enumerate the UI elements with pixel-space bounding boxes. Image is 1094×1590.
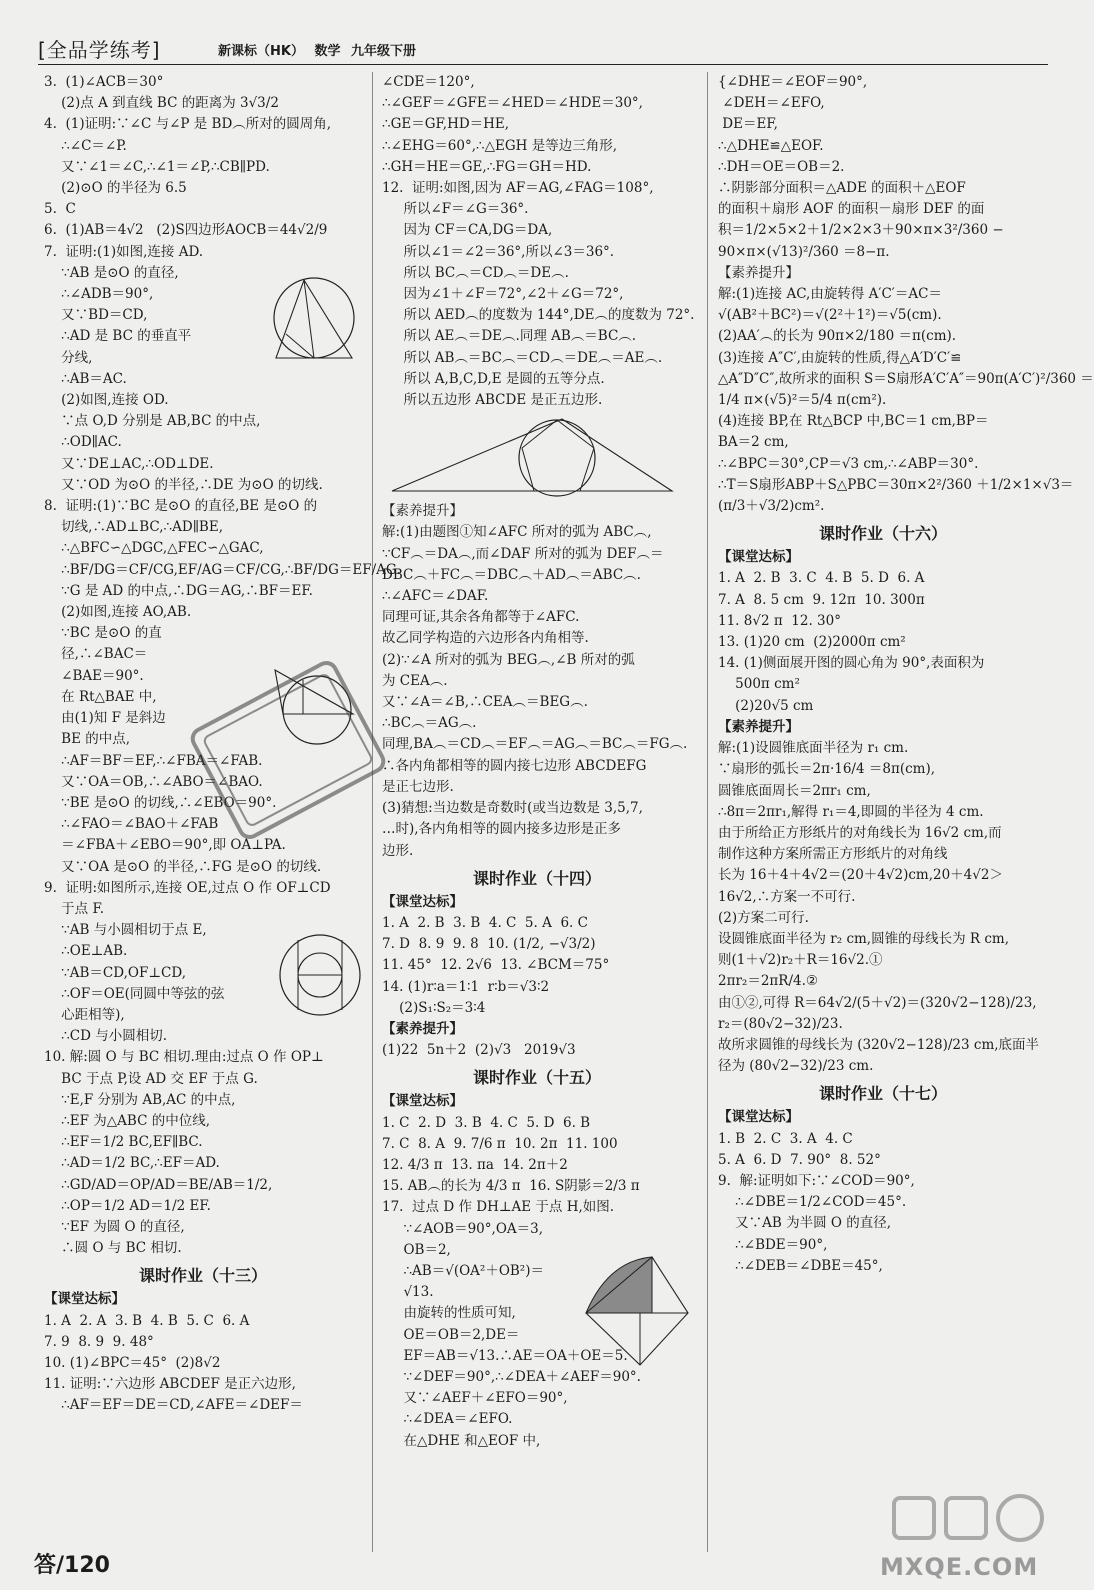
- answer-line: ∴OE⊥AB.: [44, 943, 128, 960]
- answer-line: BA＝2 cm,: [718, 434, 789, 451]
- book-brand: [全品学练考]: [38, 38, 161, 62]
- answer-line: (2)点 A 到直线 BC 的距离为 3√3/2: [44, 95, 279, 112]
- answer-line: (2)⊙O 的半径为 6.5: [44, 180, 187, 197]
- answer-line: 12. 证明:如图,因为 AF＝AG,∠FAG＝108°,: [382, 180, 654, 197]
- answer-line: 所以∠1＝∠2＝36°,所以∠3＝36°.: [382, 243, 615, 260]
- answer-line: 【素养提升】: [718, 264, 799, 281]
- figure-q7-circle: [256, 270, 366, 370]
- answer-line: BE 的中点,: [44, 731, 131, 748]
- answer-line: 16√2,∴方案一不可行.: [718, 888, 856, 905]
- answer-line: ∵扇形的弧长＝2π·16/4 ＝8π(cm),: [718, 761, 936, 778]
- answer-line: (4)连接 BP,在 Rt△BCP 中,BC＝1 cm,BP＝: [718, 413, 989, 430]
- answer-line: 边形.: [382, 842, 414, 859]
- answer-line: ∴8π＝2πr₁,解得 r₁＝4,即圆的半径为 4 cm.: [718, 803, 984, 820]
- watermark-stamp: [188, 650, 388, 850]
- column-divider-2: [707, 72, 708, 1552]
- answer-line: 由旋转的性质可知,: [382, 1305, 516, 1322]
- answer-line: ∴AF＝EF＝DE＝CD,∠AFE＝∠DEF＝: [44, 1397, 303, 1414]
- answer-line: ∴∠DBE＝1/2∠COD＝45°.: [718, 1194, 907, 1211]
- answer-line: 17. 过点 D 作 DH⊥AE 于点 H,如图.: [382, 1199, 615, 1216]
- answer-line: √(AB²＋BC²)＝√(2²＋1²)＝√5(cm).: [718, 307, 942, 324]
- answer-line: (1)22 5n＋2 (2)√3 2019√3: [382, 1042, 576, 1059]
- answer-line: 12. 4/3 π 13. πa 14. 2π＋2: [382, 1156, 568, 1173]
- section-tag-14b: 【素养提升】: [382, 1020, 463, 1037]
- figure-q9-circles: [272, 930, 368, 1020]
- header-rule: [38, 64, 1048, 65]
- answer-line: ∴AB＝AC.: [44, 370, 127, 387]
- answer-line: 所以五边形 ABCDE 是正五边形.: [382, 392, 603, 409]
- answer-line: 因为∠1＋∠F＝72°,∠2＋∠G＝72°,: [382, 286, 624, 303]
- answer-line: (3)猜想:当边数是奇数时(或当边数是 3,5,7,: [382, 800, 643, 817]
- answer-line: ∴AB＝√(OA²＋OB²)＝: [382, 1262, 544, 1279]
- answer-line: 长为 16＋4＋4√2＝(20＋4√2)cm,20＋4√2＞: [718, 867, 1003, 884]
- answer-line: ∴OP＝1/2 AD＝1/2 EF.: [44, 1197, 211, 1214]
- answer-line: 又∵∠AEF＋∠EFO＝90°,: [382, 1390, 568, 1407]
- answer-line: 解:(1)设圆锥底面半径为 r₁ cm.: [718, 740, 909, 757]
- answer-line: 11. 8√2 π 12. 30°: [718, 612, 841, 629]
- answer-line: ∴△BFC∽△DGC,△FEC∽△GAC,: [44, 540, 264, 557]
- answer-line: ∴∠DEB＝∠DBE＝45°,: [718, 1257, 883, 1274]
- answer-line: 1. A 2. B 3. C 4. B 5. D 6. A: [718, 570, 925, 587]
- answer-line: BC 于点 P,设 AD 交 EF 于点 G.: [44, 1070, 258, 1087]
- answer-line: 所以 A,B,C,D,E 是圆的五等分点.: [382, 370, 605, 387]
- answer-line: 1. A 2. B 3. B 4. C 5. A 6. C: [382, 914, 588, 931]
- answer-line: 又∵BD＝CD,: [44, 307, 148, 324]
- answer-line: 为 CEA︵.: [382, 672, 448, 689]
- answer-line: 径为 (80√2−32)/23 cm.: [718, 1058, 874, 1075]
- answer-line: ∴∠BDE＝90°,: [718, 1236, 828, 1253]
- answer-line: 故所求圆锥的母线长为 (320√2−128)/23 cm,底面半: [718, 1036, 1040, 1053]
- answer-line: ∴阴影部分面积＝△ADE 的面积＋△EOF: [718, 180, 966, 197]
- watermark-url: MXQE.COM: [880, 1553, 1039, 1581]
- answer-line: 于点 F.: [44, 900, 105, 917]
- answer-line: 500π cm²: [718, 676, 800, 693]
- answer-line: 14. (1)r∶a＝1∶1 r∶b＝√3∶2: [382, 978, 550, 995]
- answer-line: 3. (1)∠ACB＝30°: [44, 74, 164, 90]
- answer-line: OE＝OB＝2,DE＝: [382, 1326, 520, 1343]
- answer-line: (2)AA′︵的长为 90π×2/180 ＝π(cm).: [718, 328, 957, 345]
- answer-line: {∠DHE＝∠EOF＝90°,: [718, 74, 868, 90]
- answer-line: 90×π×(√13)²/360 ＝8−π.: [718, 243, 890, 260]
- page-header: [38, 34, 1048, 66]
- answer-line: 7. 9 8. 9 9. 48°: [44, 1333, 154, 1350]
- answer-line: ∴OD∥AC.: [44, 434, 122, 451]
- answer-line: ∠CDE＝120°,: [382, 74, 475, 90]
- answer-line: ∵AB 与小圆相切于点 E,: [44, 922, 207, 939]
- answer-line: ∴AD 是 BC 的垂直平: [44, 328, 192, 345]
- answer-line: 所以 AB︵＝BC︵＝CD︵＝DE︵＝AE︵.: [382, 349, 663, 366]
- answer-line: 所以 AE︵＝DE︵.同理 AB︵＝BC︵.: [382, 328, 637, 345]
- section-title-13: 课时作业（十三）: [138, 1266, 267, 1286]
- answer-line: 10. 解:圆 O 与 BC 相切.理由:过点 O 作 OP⊥: [44, 1049, 324, 1066]
- answer-line: ∵CF︵＝DA︵,而∠DAF 所对的弧为 DEF︵＝: [382, 545, 664, 562]
- section-tag-14: 【课堂达标】: [382, 893, 463, 910]
- answer-line: √13.: [382, 1284, 434, 1301]
- answer-line: 故乙同学构造的六边形各内角相等.: [382, 630, 589, 647]
- column-2: [382, 72, 695, 1452]
- answer-line: 设圆锥底面半径为 r₂ cm,圆锥的母线长为 R cm,: [718, 930, 1010, 947]
- book-subtitle: 新课标（HK） 数学 九年级下册: [218, 44, 417, 59]
- answer-line: 因为 CF＝CA,DG＝DA,: [382, 222, 553, 239]
- answer-line: ∴∠GEF＝∠GFE＝∠HED＝∠HDE＝30°,: [382, 95, 643, 112]
- answer-line: 7. 证明:(1)如图,连接 AD.: [44, 243, 204, 260]
- figure-q12-pentagon: [382, 413, 682, 497]
- answer-line: ∵BE 是⊙O 的切线,∴∠EBO＝90°.: [44, 794, 277, 811]
- answer-line: 1. C 2. D 3. B 4. C 5. D 6. B: [382, 1114, 591, 1131]
- answer-line: (2)方案二可行.: [718, 909, 809, 926]
- answer-line: ∴∠BPC＝30°,CP＝√3 cm,∴∠ABP＝30°.: [718, 455, 979, 472]
- answer-line: 由①②,可得 R＝64√2/(5＋√2)＝(320√2−128)/23,: [718, 994, 1037, 1011]
- answer-line: ∴T＝S扇形ABP＋S△PBC＝30π×2²/360 ＋1/2×1×√3＝: [718, 476, 1074, 493]
- answer-line: 又∵OA＝OB,∴∠ABO＝∠BAO.: [44, 773, 263, 790]
- page-number: 答/120: [34, 1553, 110, 1578]
- answer-line: ∴GE＝GF,HD＝HE,: [382, 116, 510, 133]
- answer-line: ∠DEH＝∠EFO,: [718, 95, 825, 112]
- answer-line: OB＝2,: [382, 1241, 451, 1258]
- watermark-logo: [890, 1490, 1060, 1550]
- answer-line: (2)S₁∶S₂＝3∶4: [382, 999, 486, 1016]
- answer-line: 又∵AB 为半圆 O 的直径,: [718, 1215, 892, 1232]
- answer-line: ∴AF＝BF＝EF,∴∠FBA＝∠FAB.: [44, 752, 263, 769]
- answer-line: ∴AD＝1/2 BC,∴EF＝AD.: [44, 1155, 220, 1172]
- answer-line: 15. AB︵的长为 4/3 π 16. S阴影＝2/3 π: [382, 1178, 640, 1195]
- answer-line: ∠BAE＝90°.: [44, 667, 144, 684]
- answer-line: ∵EF 为圆 O 的直径,: [44, 1218, 185, 1235]
- answer-line: 心距相等),: [44, 1006, 125, 1023]
- answer-line: 5. A 6. D 7. 90° 8. 52°: [718, 1151, 881, 1168]
- answer-line: ∴∠FAO＝∠BAO＋∠FAB: [44, 816, 219, 833]
- answer-line: DE＝EF,: [718, 116, 778, 133]
- answer-line: ∵∠AOB＝90°,OA＝3,: [382, 1220, 544, 1237]
- answer-line: ∴CD 与小圆相切.: [44, 1028, 167, 1045]
- answer-line: ∴∠EHG＝60°,∴△EGH 是等边三角形,: [382, 137, 617, 154]
- section-title-16: 课时作业（十六）: [818, 524, 947, 544]
- answer-line: 又∵∠A＝∠B,∴CEA︵＝BEG︵.: [382, 694, 588, 711]
- answer-line: 8. 证明:(1)∵BC 是⊙O 的直径,BE 是⊙O 的: [44, 498, 318, 515]
- answer-line: ∴OF＝OE(同圆中等弦的弦: [44, 985, 225, 1002]
- answer-line: 1. B 2. C 3. A 4. C: [718, 1130, 853, 1147]
- answer-line: DBC︵＋FC︵＝DBC︵＋AD︵＝ABC︵.: [382, 566, 641, 583]
- answer-line: (2)20√5 cm: [718, 697, 814, 714]
- answer-line: ∵AB 是⊙O 的直径,: [44, 264, 179, 281]
- answer-line: (2)∵∠A 所对的弧为 BEG︵,∠B 所对的弧: [382, 651, 635, 668]
- answer-line: △A″D″C″,故所求的面积 S＝S扇形A′C′A″＝90π(A′C′)²/360 ＝: [718, 370, 1094, 387]
- answer-line: 14. (1)侧面展开图的圆心角为 90°,表面积为: [718, 655, 985, 672]
- answer-line: 在△DHE 和△EOF 中,: [382, 1432, 541, 1449]
- answer-line: 【素养提升】: [382, 503, 463, 520]
- answer-line: (2)如图,连接 OD.: [44, 392, 169, 409]
- answer-line: 1/4 π×(√5)²＝5/4 π(cm²).: [718, 392, 887, 409]
- answer-line: 11. 证明:∵六边形 ABCDEF 是正六边形,: [44, 1376, 296, 1393]
- answer-line: 5. C: [44, 201, 76, 218]
- answer-line: 圆锥底面周长＝2πr₁ cm,: [718, 782, 871, 799]
- answer-line: 所以 AED︵的度数为 144°,DE︵的度数为 72°.: [382, 307, 695, 324]
- answer-line: ＝∠FBA＋∠EBO＝90°,即 OA⊥PA.: [44, 837, 286, 854]
- section-title-17: 课时作业（十七）: [818, 1084, 947, 1104]
- answer-line: 7. A 8. 5 cm 9. 12π 10. 300π: [718, 591, 925, 608]
- answer-line: ∴∠DEA＝∠EFO.: [382, 1411, 513, 1428]
- answer-line: ∴圆 O 与 BC 相切.: [44, 1240, 182, 1257]
- answer-line: 是正七边形.: [382, 778, 454, 795]
- answer-line: ∴EF 为△ABC 的中位线,: [44, 1112, 210, 1129]
- section-tag-17: 【课堂达标】: [718, 1109, 799, 1126]
- answer-line: 10. (1)∠BPC＝45° (2)8√2: [44, 1354, 221, 1371]
- answer-line: ∴△DHE≌△EOF.: [718, 137, 824, 154]
- answer-line: ∵G 是 AD 的中点,∴DG＝AG,∴BF＝EF.: [44, 582, 313, 599]
- answer-line: 则(1＋√2)r₂＋R＝16√2.①: [718, 952, 883, 969]
- answer-line: ∵点 O,D 分别是 AB,BC 的中点,: [44, 413, 261, 430]
- answer-line: 由(1)知 F 是斜边: [44, 710, 166, 727]
- answer-line: 2πr₂＝2πR/4.②: [718, 973, 818, 990]
- answer-line: 在 Rt△BAE 中,: [44, 688, 157, 705]
- answer-line: ∴各内角都相等的圆内接七边形 ABCDEFG: [382, 757, 647, 774]
- answer-line: 解:(1)由题图①知∠AFC 所对的弧为 ABC︵,: [382, 524, 652, 541]
- answer-line: …时),各内角相等的圆内接多边形是正多: [382, 821, 622, 838]
- answer-line: 又∵∠1＝∠C,∴∠1＝∠P,∴CB∥PD.: [44, 158, 270, 175]
- answer-line: ∵AB＝CD,OF⊥CD,: [44, 964, 186, 981]
- section-title-15: 课时作业（十五）: [472, 1068, 601, 1088]
- answer-line: ∴BC︵＝AG︵.: [382, 715, 477, 732]
- answer-line: ∴EF＝1/2 BC,EF∥BC.: [44, 1134, 203, 1151]
- answer-line: 同理可证,其余各角都等于∠AFC.: [382, 609, 580, 626]
- section-tag-15: 【课堂达标】: [382, 1093, 463, 1110]
- answer-line: 又∵DE⊥AC,∴OD⊥DE.: [44, 455, 214, 472]
- answer-line: ∴∠ADB＝90°,: [44, 286, 154, 303]
- answer-line: 7. C 8. A 9. 7/6 π 10. 2π 11. 100: [382, 1135, 618, 1152]
- answer-line: 所以 BC︵＝CD︵＝DE︵.: [382, 264, 569, 281]
- column-3: [718, 72, 1094, 1277]
- answer-line: ∵E,F 分别为 AB,AC 的中点,: [44, 1091, 236, 1108]
- answer-line: 又∵OA 是⊙O 的半径,∴FG 是⊙O 的切线.: [44, 858, 322, 875]
- answer-line: ∴GH＝HE＝GE,∴FG＝GH＝HD.: [382, 158, 592, 175]
- answer-line: 同理,BA︵＝CD︵＝EF︵＝AG︵＝BC︵＝FG︵.: [382, 736, 688, 753]
- answer-line: 积＝1/2×5×2＋1/2×2×3＋90×π×3²/360 −: [718, 222, 1004, 239]
- section-tag-16: 【课堂达标】: [718, 549, 799, 566]
- answer-line: ∴∠C＝∠P.: [44, 137, 127, 154]
- answer-line: ∴DH＝OE＝OB＝2.: [718, 158, 845, 175]
- answer-line: 9. 证明:如图所示,连接 OE,过点 O 作 OF⊥CD: [44, 879, 331, 896]
- answer-line: (3)连接 A″C′,由旋转的性质,得△A′D′C′≌: [718, 349, 962, 366]
- answer-line: 解:(1)连接 AC,由旋转得 A′C′＝AC＝: [718, 286, 942, 303]
- answer-line: (π/3＋√3/2)cm².: [718, 498, 825, 515]
- answer-line: 7. D 8. 9 9. 8 10. (1/2, −√3/2): [382, 936, 596, 953]
- answer-line: ∵BC 是⊙O 的直: [44, 625, 162, 642]
- section-tag-13: 【课堂达标】: [44, 1291, 125, 1308]
- answer-line: 切线,∴AD⊥BC,∴AD∥BE,: [44, 519, 224, 536]
- answer-line: ∴BF/DG＝CF/CG,EF/AG＝CF/CG,∴BF/DG＝EF/AG.: [44, 561, 401, 578]
- answer-line: 11. 45° 12. 2√6 13. ∠BCM＝75°: [382, 957, 610, 974]
- answer-line: 4. (1)证明:∵∠C 与∠P 是 BD︵所对的圆周角,: [44, 116, 332, 133]
- answer-line: 的面积＋扇形 AOF 的面积－扇形 DEF 的面: [718, 201, 985, 218]
- answer-line: ∴∠AFC＝∠DAF.: [382, 588, 489, 605]
- answer-line: 由于所给正方形纸片的对角线长为 16√2 cm,而: [718, 824, 1002, 841]
- section-tag-16b: 【素养提升】: [718, 718, 799, 735]
- answer-line: (2)如图,连接 AO,AB.: [44, 604, 192, 621]
- answer-line: 6. (1)AB＝4√2 (2)S四边形AOCB＝44√2/9: [44, 222, 328, 239]
- answer-line: 分线,: [44, 349, 93, 366]
- answer-line: 制作这种方案所需正方形纸片的对角线: [718, 846, 948, 863]
- answer-line: 13. (1)20 cm (2)2000π cm²: [718, 634, 906, 651]
- answer-line: 又∵OD 为⊙O 的半径,∴DE 为⊙O 的切线.: [44, 476, 323, 493]
- answer-line: 9. 解:证明如下:∵∠COD＝90°,: [718, 1172, 915, 1189]
- answer-line: 所以∠F＝∠G＝36°.: [382, 201, 529, 218]
- answer-line: ∴GD/AD＝OP/AD＝BE/AB＝1/2,: [44, 1176, 273, 1193]
- figure-q17-rotation: [578, 1253, 696, 1369]
- answer-line: 径,∴∠BAC＝: [44, 646, 148, 663]
- answer-line: EF＝AB＝√13.∴AE＝OA＋OE＝5.: [382, 1347, 628, 1364]
- answer-line: 1. A 2. A 3. B 4. B 5. C 6. A: [44, 1312, 250, 1329]
- answer-line: ∵∠DEF＝90°,∴∠DEA＋∠AEF＝90°.: [382, 1368, 641, 1385]
- answer-line: r₂＝(80√2−32)/23.: [718, 1015, 843, 1032]
- section-title-14: 课时作业（十四）: [472, 868, 601, 888]
